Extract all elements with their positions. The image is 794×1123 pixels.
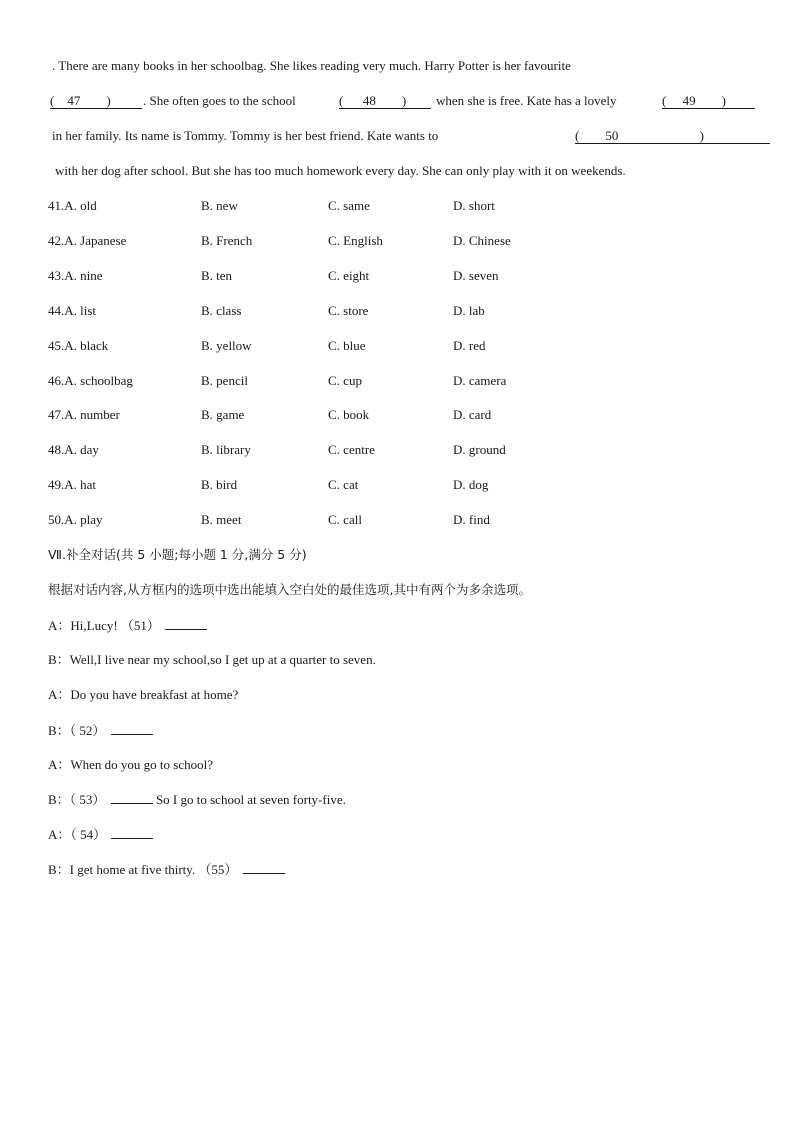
dialogue-text: Do you have breakfast at home? — [70, 687, 239, 702]
option-b: B. bird — [201, 477, 238, 492]
option-c: C. English — [328, 233, 383, 248]
option-d: D. lab — [453, 303, 485, 318]
dialogue-line — [48, 687, 238, 703]
speaker-label: B： — [48, 652, 70, 667]
dialogue-line — [48, 722, 153, 739]
blank-49: ( 49 ) — [662, 93, 755, 109]
answer-blank[interactable] — [111, 791, 153, 804]
option-a: 46.A. schoolbag — [48, 373, 133, 388]
speaker-label: A： — [48, 757, 71, 772]
option-c: C. book — [328, 407, 370, 422]
passage-line-4: with her dog after school. But she has too much homework every day. She can only play with it on weekends. — [55, 163, 626, 178]
option-b: B. pencil — [201, 373, 248, 388]
answer-blank[interactable] — [165, 617, 207, 630]
option-a: 41.A. old — [48, 198, 97, 213]
dialogue-line — [48, 826, 153, 843]
section-instruction: 根据对话内容,从方框内的选项中选出能填入空白处的最佳选项,其中有两个为多余选项。 — [48, 582, 531, 597]
dialogue-line — [48, 617, 207, 634]
option-b: B. French — [201, 233, 253, 248]
option-a: 43.A. nine — [48, 268, 103, 283]
option-a: 42.A. Japanese — [48, 233, 127, 248]
blank-48: ( 48 ) — [339, 93, 431, 109]
option-d: D. ground — [453, 442, 506, 457]
dialogue-line — [48, 757, 213, 773]
dialogue-text: I get home at five thirty. （55） — [69, 862, 238, 877]
option-d: D. Chinese — [453, 233, 511, 248]
option-a: 48.A. day — [48, 442, 99, 457]
speaker-label: A： — [48, 618, 71, 633]
blank-50: ( 50 ) — [575, 128, 770, 144]
option-b: B. library — [201, 442, 251, 457]
option-c: C. cat — [328, 477, 359, 492]
dialogue-line — [48, 652, 376, 668]
answer-blank[interactable] — [111, 826, 153, 839]
option-c: C. eight — [328, 268, 370, 283]
speaker-label: A： — [48, 687, 71, 702]
speaker-label: A： — [48, 827, 71, 842]
option-a: 49.A. hat — [48, 477, 97, 492]
dialogue-text: When do you go to school? — [70, 757, 214, 772]
option-a: 47.A. number — [48, 407, 120, 422]
option-c: C. store — [328, 303, 369, 318]
answer-blank[interactable] — [243, 861, 285, 874]
speaker-label: B： — [48, 792, 70, 807]
option-c: C. same — [328, 198, 370, 213]
option-b: B. class — [201, 303, 242, 318]
option-a: 44.A. list — [48, 303, 97, 318]
option-b: B. ten — [201, 268, 233, 283]
option-b: B. new — [201, 198, 238, 213]
option-b: B. yellow — [201, 338, 252, 353]
passage-line-3: in her family. Its name is Tommy. Tommy is her best friend. Kate wants to — [52, 128, 439, 143]
option-c: C. cup — [328, 373, 362, 388]
passage-line-1: . There are many books in her schoolbag. She likes reading very much. Harry Potter is her favourite — [52, 58, 571, 73]
section-heading: Ⅶ.补全对话(共 5 小题;每小题 1 分,满分 5 分) — [48, 547, 307, 562]
option-d: D. seven — [453, 268, 499, 283]
option-d: D. red — [453, 338, 486, 353]
option-c: C. centre — [328, 442, 375, 457]
option-a: 50.A. play — [48, 512, 103, 527]
dialogue-text: （ 53） — [69, 792, 106, 807]
option-c: C. blue — [328, 338, 366, 353]
speaker-label: B： — [48, 723, 70, 738]
dialogue-line — [48, 861, 285, 878]
option-d: D. short — [453, 198, 495, 213]
dialogue-text: Hi,Lucy! （51） — [70, 618, 160, 633]
passage-line-2a: . She often goes to the school — [143, 93, 296, 108]
option-d: D. camera — [453, 373, 507, 388]
option-b: B. game — [201, 407, 245, 422]
dialogue-text: Well,I live near my school,so I get up at a quarter to seven. — [69, 652, 376, 667]
dialogue-text-after: So I go to school at seven forty-five. — [152, 792, 346, 807]
dialogue-line — [48, 791, 346, 808]
speaker-label: B： — [48, 862, 70, 877]
dialogue-text: （ 52） — [69, 723, 106, 738]
answer-blank[interactable] — [111, 722, 153, 735]
option-d: D. find — [453, 512, 490, 527]
passage-line-2b: when she is free. Kate has a lovely — [436, 93, 617, 108]
option-d: D. dog — [453, 477, 489, 492]
dialogue-text: （ 54） — [70, 827, 107, 842]
blank-47: ( 47 ) — [50, 93, 142, 109]
option-a: 45.A. black — [48, 338, 109, 353]
option-d: D. card — [453, 407, 492, 422]
option-b: B. meet — [201, 512, 242, 527]
option-c: C. call — [328, 512, 362, 527]
